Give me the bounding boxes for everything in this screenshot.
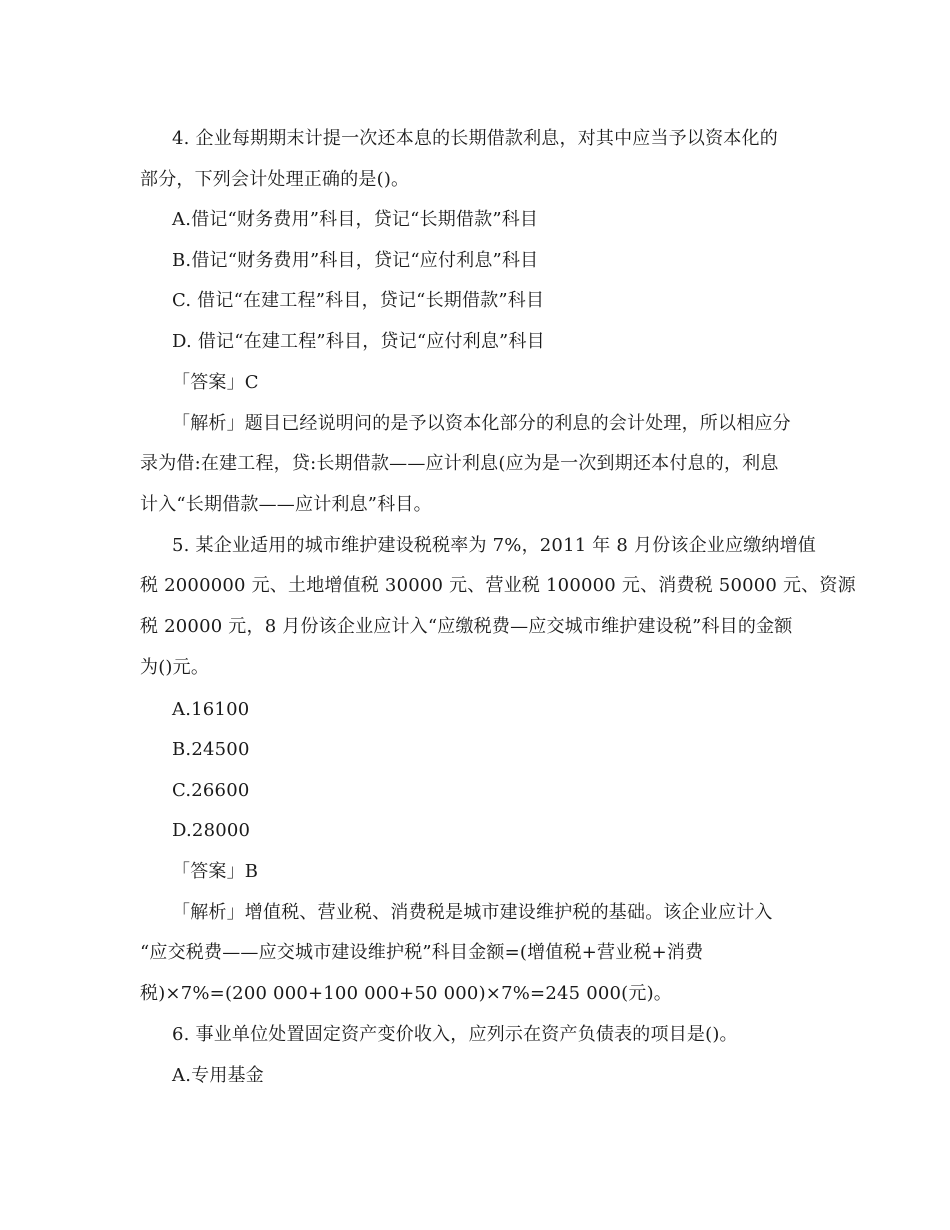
- question-4-analysis-cont-1: 录为借:在建工程，贷:长期借款——应计利息(应为是一次到期还本付息的，利息: [140, 453, 779, 474]
- question-4-stem: 4. 企业每期期末计提一次还本息的长期借款利息，对其中应当予以资本化的: [172, 128, 778, 149]
- question-6-stem: 6. 事业单位处置固定资产变价收入，应列示在资产负债表的项目是()。: [172, 1024, 738, 1045]
- question-4-option-d: D. 借记“在建工程”科目，贷记“应付利息”科目: [172, 331, 545, 352]
- question-5-analysis-cont-1: “应交税费——应交城市建设维护税”科目金额=(增值税+营业税+消费: [140, 942, 704, 963]
- question-4-option-b: B.借记“财务费用”科目，贷记“应付利息”科目: [172, 250, 539, 271]
- question-4-option-c: C. 借记“在建工程”科目，贷记“长期借款”科目: [172, 290, 545, 311]
- question-4-option-a: A.借记“财务费用”科目，贷记“长期借款”科目: [172, 209, 539, 230]
- question-5-option-b: B.24500: [172, 739, 250, 760]
- question-5-stem-cont-1: 税 2000000 元、土地增值税 30000 元、营业税 100000 元、消费税 50000 元、资源: [140, 575, 856, 596]
- question-4-stem-cont: 部分，下列会计处理正确的是()。: [140, 169, 410, 190]
- question-4-analysis-cont-2: 计入“长期借款——应计利息”科目。: [140, 494, 432, 515]
- question-5-stem-cont-2: 税 20000 元，8 月份该企业应计入“应缴税费—应交城市维护建设税”科目的金额: [140, 616, 793, 637]
- question-5-option-c: C.26600: [172, 780, 250, 801]
- question-4-analysis: 「解析」题目已经说明问的是予以资本化部分的利息的会计处理，所以相应分: [172, 413, 791, 434]
- question-5-stem-cont-3: 为()元。: [140, 657, 210, 678]
- question-5-option-a: A.16100: [172, 699, 250, 720]
- question-5-analysis: 「解析」增值税、营业税、消费税是城市建设维护税的基础。该企业应计入: [172, 902, 773, 923]
- question-4-answer: 「答案」C: [172, 372, 259, 393]
- question-5-answer: 「答案」B: [172, 861, 259, 882]
- question-6-option-a: A.专用基金: [172, 1065, 264, 1086]
- question-5-analysis-cont-2: 税)×7%=(200 000+100 000+50 000)×7%=245 000(元)。: [140, 983, 673, 1004]
- question-5-stem: 5. 某企业适用的城市维护建设税税率为 7%，2011 年 8 月份该企业应缴纳增值: [172, 535, 816, 556]
- question-5-option-d: D.28000: [172, 820, 251, 841]
